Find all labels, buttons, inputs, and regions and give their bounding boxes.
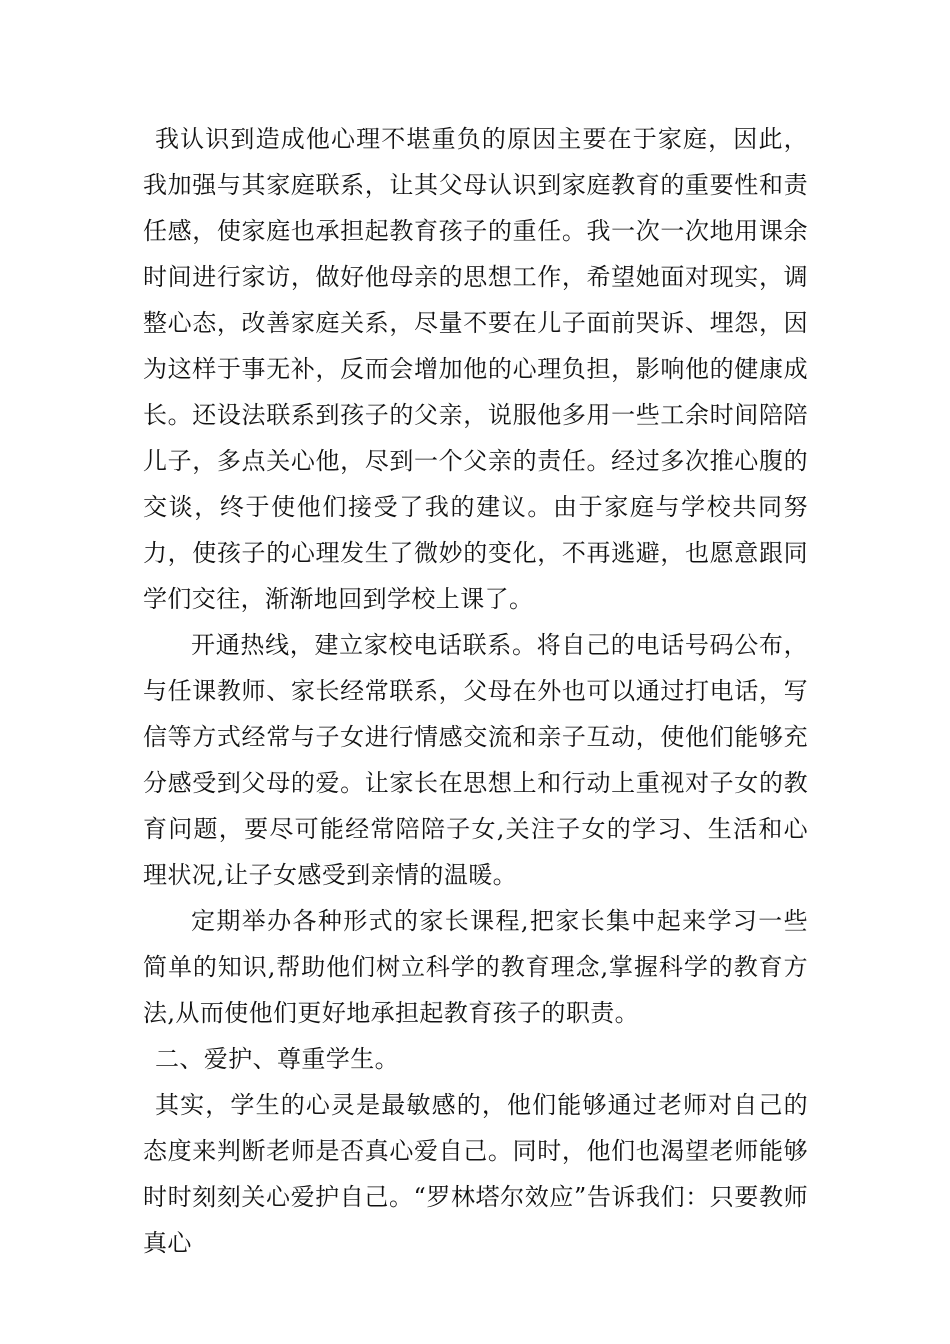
paragraph-respect-students: 其实，学生的心灵是最敏感的，他们能够通过老师对自己的态度来判断老师是否真心爱自己。同时，他们也渴望老师能够时时刻刻关心爱护自己。“罗林塔尔效应”告诉我们：只要教师真心 [143, 1091, 808, 1257]
paragraph-hotline: 开通热线，建立家校电话联系。将自己的电话号码公布，与任课教师、家长经常联系，父母在外也可以通过打电话，写信等方式经常与子女进行情感交流和亲子互动，使他们能够充分感受到父母的爱。让家长在思想上和行动上重视对子女的教育问题，要尽可能经常陪陪子女,关注子女的学习、生活和心理状况,让子女感受到亲情的温暖。 [143, 631, 808, 889]
section-heading: 二、爱护、尊重学生。 [155, 1045, 399, 1073]
paragraph-family-contact: 我认识到造成他心理不堪重负的原因主要在于家庭，因此，我加强与其家庭联系，让其父母认识到家庭教育的重要性和责任感，使家庭也承担起教育孩子的重任。我一次一次地用课余时间进行家访，做好他母亲的思想工作，希望她面对现实，调整心态，改善家庭关系，尽量不要在儿子面前哭诉、埋怨，因为这样于事无补，反而会增加他的心理负担，影响他的健康成长。还设法联系到孩子的父亲，说服他多用一些工余时间陪陪儿子，多点关心他，尽到一个父亲的责任。经过多次推心腹的交谈，终于使他们接受了我的建议。由于家庭与学校共同努力，使孩子的心理发生了微妙的变化，不再逃避，也愿意跟同学们交往，渐渐地回到学校上课了。 [143, 125, 808, 613]
paragraph-parent-courses: 定期举办各种形式的家长课程,把家长集中起来学习一些简单的知识,帮助他们树立科学的教育理念,掌握科学的教育方法,从而使他们更好地承担起教育孩子的职责。 [143, 907, 808, 1027]
